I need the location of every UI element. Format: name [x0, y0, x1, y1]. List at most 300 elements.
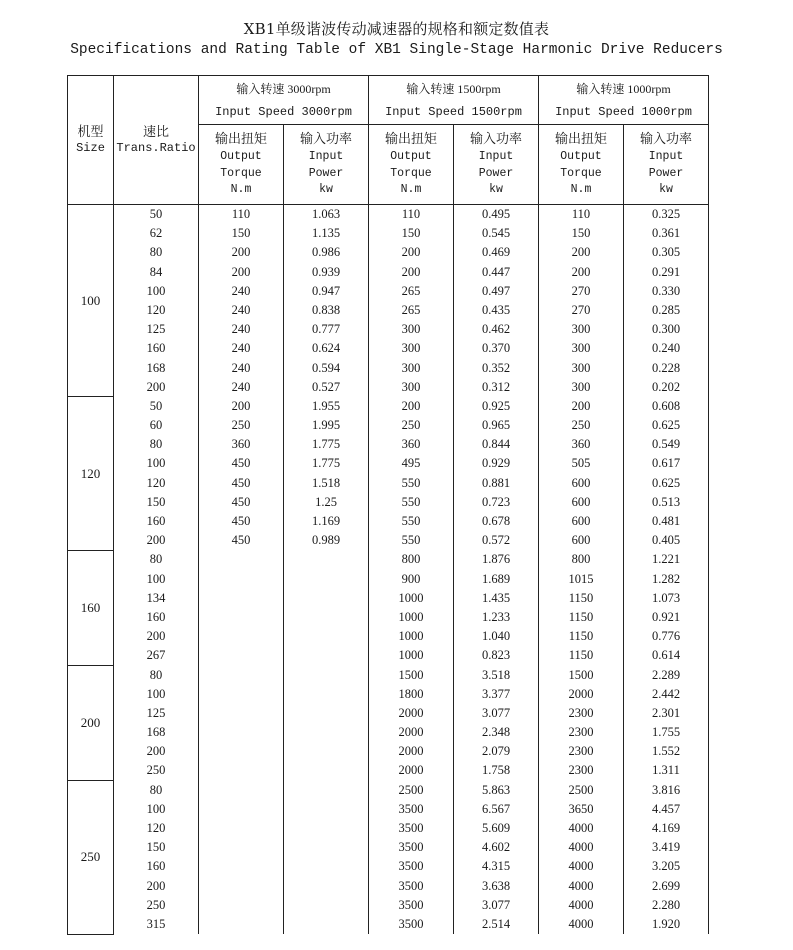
value-t1000: 3650 [568, 801, 594, 816]
value-ratio: 100 [146, 456, 166, 471]
column-p1500 [454, 550, 539, 665]
value-p1500: 0.469 [481, 245, 511, 260]
value-t1000: 505 [571, 456, 591, 471]
value-t1000: 1150 [568, 629, 594, 644]
value-t1500: 900 [401, 571, 421, 586]
value-p1000: 0.285 [651, 302, 681, 317]
header-input-power-en2: Power [648, 166, 684, 180]
value-ratio: 100 [146, 801, 166, 816]
value-p1500: 0.495 [481, 207, 511, 221]
value-t1000: 360 [571, 437, 591, 452]
column-p3000 [284, 397, 369, 551]
value-ratio: 120 [146, 302, 166, 317]
value-t1500: 3500 [398, 897, 424, 912]
value-t3000: 450 [231, 475, 251, 490]
value-ratio: 200 [146, 878, 166, 893]
value-t3000 [199, 838, 283, 857]
value-t3000: 110 [231, 207, 251, 221]
value-ratio: 84 [149, 264, 163, 279]
value-p1500: 0.352 [481, 360, 511, 375]
value-p3000 [284, 896, 368, 915]
value-ratio: 100 [146, 686, 166, 701]
value-p1000: 1.282 [651, 571, 681, 586]
value-p3000: 1.063 [311, 207, 341, 221]
value-p1000: 0.776 [651, 629, 681, 644]
column-p3000 [284, 666, 369, 781]
value-t3000: 240 [231, 341, 251, 356]
value-t1000: 250 [571, 418, 591, 433]
column-p1000 [624, 397, 709, 551]
value-p1500: 0.925 [481, 398, 511, 413]
value-p3000 [284, 608, 368, 627]
size-cell: 100 [68, 205, 114, 397]
value-p1000: 3.419 [651, 840, 681, 855]
value-p3000: 1.169 [311, 514, 341, 528]
value-p1500: 3.077 [481, 705, 511, 720]
value-t3000 [199, 608, 283, 627]
value-ratio: 160 [146, 341, 166, 356]
value-ratio: 50 [149, 398, 163, 413]
value-p1000: 1.073 [651, 590, 681, 605]
value-t3000 [199, 800, 283, 819]
value-t3000: 450 [231, 514, 251, 528]
value-t1500: 250 [401, 418, 421, 433]
value-t1500: 3500 [398, 859, 424, 874]
value-p1000: 3.816 [651, 782, 681, 797]
header-output-torque-en2: Torque [220, 166, 262, 180]
header-size [68, 76, 114, 205]
value-p3000 [284, 857, 368, 876]
value-t1000: 270 [571, 302, 591, 317]
value-t1000: 2500 [568, 782, 594, 797]
value-p1000: 0.330 [651, 283, 681, 298]
value-p1000: 1.755 [651, 725, 681, 740]
value-t3000: 450 [231, 533, 251, 548]
value-t1000: 4000 [568, 878, 594, 893]
value-ratio: 120 [146, 821, 166, 835]
value-p1000: 4.169 [651, 821, 681, 835]
value-p1000: 0.549 [651, 437, 681, 452]
value-t1500: 300 [401, 341, 421, 356]
value-t1000: 300 [571, 360, 591, 375]
value-t1500: 300 [401, 360, 421, 375]
value-t1000: 200 [571, 245, 591, 260]
header-input-power-1000 [624, 125, 709, 205]
value-t3000: 360 [231, 437, 251, 452]
value-p3000 [284, 742, 368, 761]
value-t1000: 2300 [568, 705, 594, 720]
value-t1500: 150 [401, 226, 421, 241]
value-p1500: 4.602 [481, 840, 511, 855]
value-t1500: 1000 [398, 648, 424, 663]
value-t1000: 1150 [568, 648, 594, 663]
column-p1500 [454, 205, 539, 397]
value-p3000 [284, 589, 368, 608]
column-p1000 [624, 205, 709, 397]
value-t1000: 4000 [568, 897, 594, 912]
value-ratio: 168 [146, 725, 166, 740]
value-p3000: 0.939 [311, 264, 341, 279]
value-p1500: 0.497 [481, 283, 511, 298]
value-p3000: 1.775 [311, 456, 341, 471]
size-group-row [68, 666, 709, 781]
value-ratio: 250 [146, 763, 166, 778]
column-t3000 [199, 666, 284, 781]
value-t1500: 3500 [398, 878, 424, 893]
value-t1500: 2000 [398, 763, 424, 778]
value-p1000: 2.280 [651, 897, 681, 912]
value-t1000: 2000 [568, 686, 594, 701]
value-ratio: 120 [146, 475, 166, 490]
value-t1000: 2300 [568, 763, 594, 778]
value-t1500: 2000 [398, 744, 424, 759]
value-p3000: 1.775 [311, 437, 341, 452]
value-t1500: 1000 [398, 609, 424, 624]
value-t1500: 1000 [398, 629, 424, 644]
value-t3000 [199, 742, 283, 761]
value-t3000: 200 [231, 264, 251, 279]
value-p3000: 0.986 [311, 245, 341, 260]
value-p1500: 0.370 [481, 341, 511, 356]
value-t3000: 250 [231, 418, 251, 433]
column-ratio [114, 397, 199, 551]
value-t1500: 495 [401, 456, 421, 471]
value-ratio: 160 [146, 609, 166, 624]
value-p3000 [284, 800, 368, 819]
value-p1000: 1.311 [652, 763, 680, 778]
value-t3000: 450 [231, 456, 251, 471]
value-t3000: 240 [231, 302, 251, 317]
column-t1500 [369, 550, 454, 665]
value-p1500: 5.609 [481, 821, 511, 835]
value-t3000 [199, 877, 283, 896]
column-p3000 [284, 205, 369, 397]
column-p1000 [624, 666, 709, 781]
header-output-torque-en2: Torque [560, 166, 602, 180]
value-p1500: 1.233 [481, 609, 511, 624]
value-t1000: 4000 [568, 840, 594, 855]
value-p3000: 1.25 [315, 494, 337, 509]
value-t1500: 3500 [398, 840, 424, 855]
value-t3000 [199, 896, 283, 915]
value-p1000: 3.205 [651, 859, 681, 874]
value-p3000: 0.624 [311, 341, 341, 356]
column-t1000 [539, 205, 624, 397]
value-p1000: 1.552 [651, 744, 681, 759]
value-ratio: 168 [146, 360, 166, 375]
value-p3000: 1.955 [311, 398, 341, 413]
column-ratio [114, 666, 199, 781]
value-p3000 [284, 819, 368, 838]
value-p3000: 0.838 [311, 302, 341, 317]
value-t1500: 1000 [398, 590, 424, 605]
value-t1000: 600 [571, 533, 591, 548]
value-p1500: 1.758 [481, 763, 511, 778]
header-input-power-cn: 输入功率 [299, 130, 352, 146]
value-t1000: 2300 [568, 744, 594, 759]
document-title-chinese: XB1单级谐波传动减速器的规格和额定数值表 [243, 20, 550, 38]
size-group-row [68, 781, 709, 935]
value-ratio: 267 [146, 648, 166, 663]
header-speed-3000-en: Input Speed 3000rpm [199, 100, 369, 125]
value-t3000: 240 [231, 360, 251, 375]
column-t3000 [199, 550, 284, 665]
value-t1000: 800 [571, 552, 591, 567]
value-t1500: 1500 [398, 667, 424, 682]
value-p1500: 0.844 [481, 437, 511, 452]
header-output-torque-cn: 输出扭矩 [554, 130, 607, 146]
header-ratio-en: Trans.Ratio [116, 141, 196, 155]
value-t3000: 240 [231, 283, 251, 298]
value-p3000: 0.777 [311, 322, 341, 337]
value-p1500: 0.572 [481, 533, 511, 548]
spec-rating-table [67, 75, 709, 935]
header-input-power-cn: 输入功率 [469, 130, 522, 146]
value-t3000: 240 [231, 322, 251, 337]
value-t1500: 200 [401, 398, 421, 413]
value-p1500: 0.881 [481, 475, 511, 490]
value-t1000: 1015 [568, 571, 594, 586]
value-t1500: 3500 [398, 821, 424, 835]
value-p1500: 3.377 [481, 686, 511, 701]
value-p1000: 0.625 [651, 475, 681, 490]
value-ratio: 160 [146, 514, 166, 528]
value-p1500: 1.040 [481, 629, 511, 644]
value-p1500: 5.863 [481, 782, 511, 797]
size-cell: 250 [68, 781, 114, 935]
column-ratio [114, 550, 199, 665]
value-t1500: 3500 [398, 801, 424, 816]
size-group-row [68, 397, 709, 551]
size-group-row [68, 205, 709, 397]
header-input-power-unit: kw [319, 183, 333, 196]
value-p1500: 0.462 [481, 322, 511, 337]
header-output-torque-en1: Output [390, 150, 432, 163]
column-t3000 [199, 781, 284, 935]
column-p1000 [624, 781, 709, 935]
header-output-torque-cn: 输出扭矩 [384, 130, 437, 146]
header-output-torque-unit: N.m [230, 183, 252, 196]
header-input-power-unit: kw [659, 183, 673, 196]
value-p1500: 1.435 [481, 590, 511, 605]
value-p1500: 0.545 [481, 226, 511, 241]
column-t1500 [369, 666, 454, 781]
value-p1000: 0.617 [651, 456, 681, 471]
value-p3000 [284, 838, 368, 857]
value-p1500: 1.876 [481, 552, 511, 567]
header-speed-1000-cn: 输入转速 1000rpm [539, 76, 709, 101]
value-ratio: 134 [146, 590, 166, 605]
value-ratio: 200 [146, 744, 166, 759]
value-t1000: 600 [571, 514, 591, 528]
value-ratio: 80 [149, 782, 163, 797]
value-p1000: 0.921 [651, 609, 681, 624]
value-p3000 [284, 877, 368, 896]
value-p1500: 6.567 [481, 801, 511, 816]
size-cell: 160 [68, 550, 114, 665]
header-input-power-en1: Input [308, 150, 344, 163]
value-t1000: 4000 [568, 859, 594, 874]
value-p1000: 1.221 [651, 552, 681, 567]
header-output-torque-1500 [369, 125, 454, 205]
column-t1000 [539, 666, 624, 781]
value-t1000: 300 [571, 322, 591, 337]
header-speed-3000-cn: 输入转速 3000rpm [199, 76, 369, 101]
value-p3000: 0.989 [311, 533, 341, 548]
value-t1000: 600 [571, 475, 591, 490]
value-t3000: 240 [231, 379, 251, 394]
value-p1500: 0.435 [481, 302, 511, 317]
value-p1000: 0.361 [651, 226, 681, 241]
value-p1500: 1.689 [481, 571, 511, 586]
value-t1500: 550 [401, 514, 421, 528]
value-t1000: 4000 [568, 916, 594, 931]
value-t3000: 150 [231, 226, 251, 241]
value-ratio: 250 [146, 897, 166, 912]
value-p1500: 0.312 [481, 379, 511, 394]
value-p3000 [284, 550, 368, 569]
value-t3000 [199, 915, 283, 934]
value-t3000 [199, 589, 283, 608]
header-output-torque-1000 [539, 125, 624, 205]
value-t1000: 150 [571, 226, 591, 241]
header-size-cn: 机型 [77, 124, 104, 139]
value-p3000: 1.995 [311, 418, 341, 433]
column-t1000 [539, 397, 624, 551]
value-ratio: 80 [149, 437, 163, 452]
value-t1500: 2500 [398, 782, 424, 797]
value-t3000: 450 [231, 494, 251, 509]
value-p1500: 2.079 [481, 744, 511, 759]
column-ratio [114, 781, 199, 935]
value-t3000 [199, 723, 283, 742]
value-p1500: 0.678 [481, 514, 511, 528]
value-p1000: 2.442 [651, 686, 681, 701]
value-ratio: 50 [149, 207, 163, 221]
value-t1500: 200 [401, 245, 421, 260]
value-p3000: 1.135 [311, 226, 341, 241]
header-output-torque-unit: N.m [570, 183, 592, 196]
column-t1000 [539, 781, 624, 935]
value-p1500: 0.823 [481, 648, 511, 663]
column-p1500 [454, 781, 539, 935]
value-ratio: 60 [149, 418, 163, 433]
value-t1000: 300 [571, 341, 591, 356]
value-t3000: 200 [231, 245, 251, 260]
value-p1000: 0.625 [651, 418, 681, 433]
value-ratio: 200 [146, 629, 166, 644]
header-output-torque-en1: Output [560, 150, 602, 163]
value-t1000: 300 [571, 379, 591, 394]
header-input-power-en2: Power [478, 166, 514, 180]
value-t1000: 4000 [568, 821, 594, 835]
value-ratio: 62 [149, 226, 163, 241]
header-input-power-en2: Power [308, 166, 344, 180]
value-p1000: 0.513 [651, 494, 681, 509]
value-t1500: 360 [401, 437, 421, 452]
column-t1500 [369, 781, 454, 935]
value-p1500: 3.077 [481, 897, 511, 912]
header-speed-1500-en: Input Speed 1500rpm [369, 100, 539, 125]
value-ratio: 315 [146, 916, 166, 931]
header-input-power-unit: kw [489, 183, 503, 196]
value-ratio: 125 [146, 705, 166, 720]
value-ratio: 200 [146, 379, 166, 394]
value-p1500: 0.929 [481, 456, 511, 471]
value-t1500: 300 [401, 322, 421, 337]
value-p1000: 1.920 [651, 916, 681, 931]
header-size-en: Size [76, 141, 105, 155]
value-p1500: 0.723 [481, 494, 511, 509]
value-t1500: 550 [401, 475, 421, 490]
value-p1000: 2.289 [651, 667, 681, 682]
value-ratio: 150 [146, 494, 166, 509]
header-output-torque-unit: N.m [400, 183, 422, 196]
header-output-torque-cn: 输出扭矩 [214, 130, 267, 146]
value-p1000: 0.325 [651, 207, 681, 221]
value-t1000: 1500 [568, 667, 594, 682]
header-output-torque-en1: Output [220, 150, 262, 163]
value-t1500: 2000 [398, 725, 424, 740]
value-t3000 [199, 857, 283, 876]
value-ratio: 125 [146, 322, 166, 337]
value-p1000: 4.457 [651, 801, 681, 816]
value-p1500: 2.514 [481, 916, 511, 931]
value-p3000 [284, 666, 368, 685]
value-p1000: 2.301 [651, 705, 681, 720]
value-t3000 [199, 819, 283, 838]
value-t1000: 1150 [568, 609, 594, 624]
value-t1000: 2300 [568, 725, 594, 740]
value-p1500: 3.518 [481, 667, 511, 682]
value-p3000 [284, 723, 368, 742]
header-input-power-3000 [284, 125, 369, 205]
header-speed-1500-cn: 输入转速 1500rpm [369, 76, 539, 101]
value-p1000: 2.699 [651, 878, 681, 893]
value-p1000: 0.202 [651, 379, 681, 394]
value-t3000: 200 [231, 398, 251, 413]
value-t3000 [199, 666, 283, 685]
value-t3000 [199, 781, 283, 800]
value-p1500: 0.447 [481, 264, 511, 279]
value-p3000 [284, 627, 368, 646]
value-p1000: 0.481 [651, 514, 681, 528]
value-p3000 [284, 704, 368, 723]
value-p1500: 3.638 [481, 878, 511, 893]
value-p1000: 0.614 [651, 648, 681, 663]
value-p3000: 0.527 [311, 379, 341, 394]
column-p1500 [454, 666, 539, 781]
header-ratio-cn: 速比 [142, 124, 169, 139]
value-p1500: 4.315 [481, 859, 511, 874]
value-ratio: 80 [149, 552, 163, 567]
value-t3000 [199, 646, 283, 665]
value-t3000 [199, 570, 283, 589]
value-p3000 [284, 761, 368, 780]
value-ratio: 80 [149, 245, 163, 260]
size-cell: 200 [68, 666, 114, 781]
column-p3000 [284, 781, 369, 935]
value-p3000 [284, 685, 368, 704]
value-ratio: 200 [146, 533, 166, 548]
value-t3000 [199, 704, 283, 723]
value-t1000: 1150 [568, 590, 594, 605]
value-p1000: 0.291 [651, 264, 681, 279]
column-p3000 [284, 550, 369, 665]
document-title-english: Specifications and Rating Table of XB1 Single-Stage Harmonic Drive Reducers [70, 42, 723, 58]
value-p1000: 0.240 [651, 341, 681, 356]
value-t1500: 800 [401, 552, 421, 567]
